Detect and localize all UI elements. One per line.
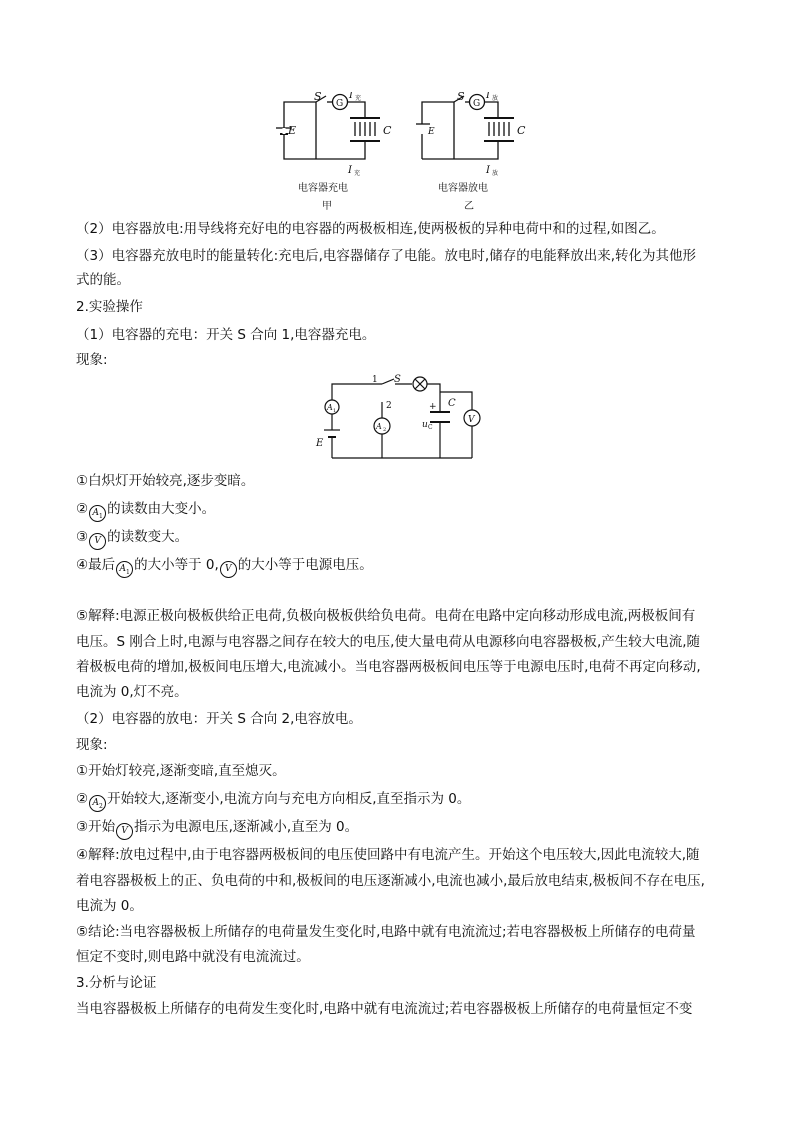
paragraph: ④解释:放电过程中,由于电容器两极板间的电压使回路中有电流产生。开始这个电压较大,因此电流较大,随 (76, 847, 700, 863)
observation-2: ② $A_1$ 的读数由大变小。 (76, 499, 215, 522)
paragraph: 电流为 0。 (76, 898, 143, 914)
observation-3: ③开始 V 指示为电源电压,逐渐减小,直至为 0。 (76, 817, 358, 840)
ammeter-a1-sub: 1 (333, 408, 337, 414)
section-heading: 2.实验操作 (76, 299, 143, 315)
experiment-labels (315, 374, 476, 449)
paragraph: （2）电容器的放电：开关 S 合向 2,电容放电。 (76, 711, 362, 727)
figure-charge-discharge (270, 92, 530, 212)
paragraph: 当电容器极板上所储存的电荷发生变化时,电路中就有电流流过;若电容器极板上所储存的电荷量恒定不变 (76, 1001, 693, 1017)
section-heading: 3.分析与论证 (76, 975, 157, 991)
emf-label: E (288, 124, 297, 137)
paragraph: 恒定不变时,则电路中就没有电流流过。 (76, 949, 310, 965)
galvanometer-label: G (336, 99, 344, 109)
emf-label: E (316, 438, 324, 449)
paragraph: ⑤解释:电源正极向极板供给正电荷,负极向极板供给负电荷。电荷在电路中定向移动形成电流,两极板间有 (76, 608, 696, 624)
caption-discharging: 电容器放电 (438, 183, 488, 194)
paragraph: 现象: (76, 352, 108, 368)
ammeter-a1-icon: $A_1$ (89, 505, 106, 522)
ammeter-a1-label: A (327, 403, 333, 412)
capacitor-voltage-sub: C (428, 424, 433, 431)
observation-1: ①开始灯较亮,逐渐变暗,直至熄灭。 (76, 763, 286, 779)
paragraph: ⑤结论:当电容器极板上所储存的电荷量发生变化时,电路中就有电流流过;若电容器极板上所储存的电荷量 (76, 924, 696, 940)
paragraph: 式的能。 (76, 272, 130, 288)
observation-3: ③ V 的读数变大。 (76, 527, 188, 550)
experiment-wires (324, 377, 480, 458)
current-top-sub: 充 (355, 95, 362, 102)
paragraph: （1）电容器的充电：开关 S 合向 1,电容器充电。 (76, 327, 376, 343)
current-bottom-label: I (348, 165, 352, 176)
capacitor-label: C (448, 398, 456, 409)
ammeter-a2-label: A (376, 422, 382, 431)
current-bottom-label-right: I (486, 165, 490, 176)
paragraph: 现象: (76, 737, 108, 753)
paragraph: （3）电容器充放电时的能量转化:充电后,电容器储存了电能。放电时,储存的电能释放出来,转化为其他形 (76, 248, 697, 264)
paragraph: 电流为 0,灯不亮。 (76, 684, 188, 700)
ammeter-a1-icon: $A_1$ (116, 561, 133, 578)
paragraph: 着极板电荷的增加,极板间电压增大,电流减小。当电容器两极板间电压等于电源电压时,电荷不再定向移动, (76, 659, 701, 675)
label-yi: 乙 (464, 201, 474, 212)
current-top-label: I (349, 92, 353, 101)
observation-1: ①白炽灯开始较亮,逐步变暗。 (76, 473, 255, 489)
switch-position-2: 2 (386, 401, 392, 411)
emf-label-right: E (428, 127, 435, 137)
label-jia: 甲 (322, 201, 332, 212)
voltmeter-icon: V (116, 823, 133, 840)
observation-4: ④最后 $A_1$ 的大小等于 0, V 的大小等于电源电压。 (76, 555, 373, 578)
paragraph: （2）电容器放电:用导线将充好电的电容器的两极板相连,使两极板的异种电荷中和的过程,如图乙。 (76, 221, 665, 237)
paragraph: 着电容器极板上的正、负电荷的中和,极板间的电压逐渐减小,电流也减小,最后放电结束,极板间不存在电压, (76, 873, 705, 889)
galvanometer-label-right: G (473, 99, 481, 109)
capacitor-label-right: C (517, 124, 526, 137)
switch-label: S (394, 374, 401, 385)
switch-label: S (314, 92, 322, 103)
capacitor-voltage-label: u (422, 420, 428, 430)
voltmeter-icon: V (220, 561, 237, 578)
ammeter-a2-icon: $A_2$ (89, 795, 106, 812)
current-top-label-right: I (486, 92, 490, 101)
current-bottom-sub-right: 放 (492, 170, 499, 177)
caption-charging: 电容器充电 (298, 183, 348, 194)
ammeter-a2-sub: 2 (383, 427, 387, 433)
switch-position-1: 1 (372, 375, 378, 385)
figure-experiment-circuit (312, 372, 492, 462)
voltmeter-label: V (468, 415, 475, 425)
capacitor-label: C (383, 124, 392, 137)
current-bottom-sub: 充 (354, 170, 361, 177)
observation-2: ② $A_2$ 开始较大,逐渐变小,电流方向与充电方向相反,直至指示为 0。 (76, 789, 470, 812)
paragraph: 电压。S 刚合上时,电源与电容器之间存在较大的电压,使大量电荷从电源移向电容器极板,产生较大电流,随 (76, 634, 701, 650)
voltmeter-icon: V (89, 533, 106, 550)
plus-sign: + (429, 402, 437, 412)
switch-label-right: S (457, 92, 465, 103)
current-top-sub-right: 放 (492, 95, 499, 102)
